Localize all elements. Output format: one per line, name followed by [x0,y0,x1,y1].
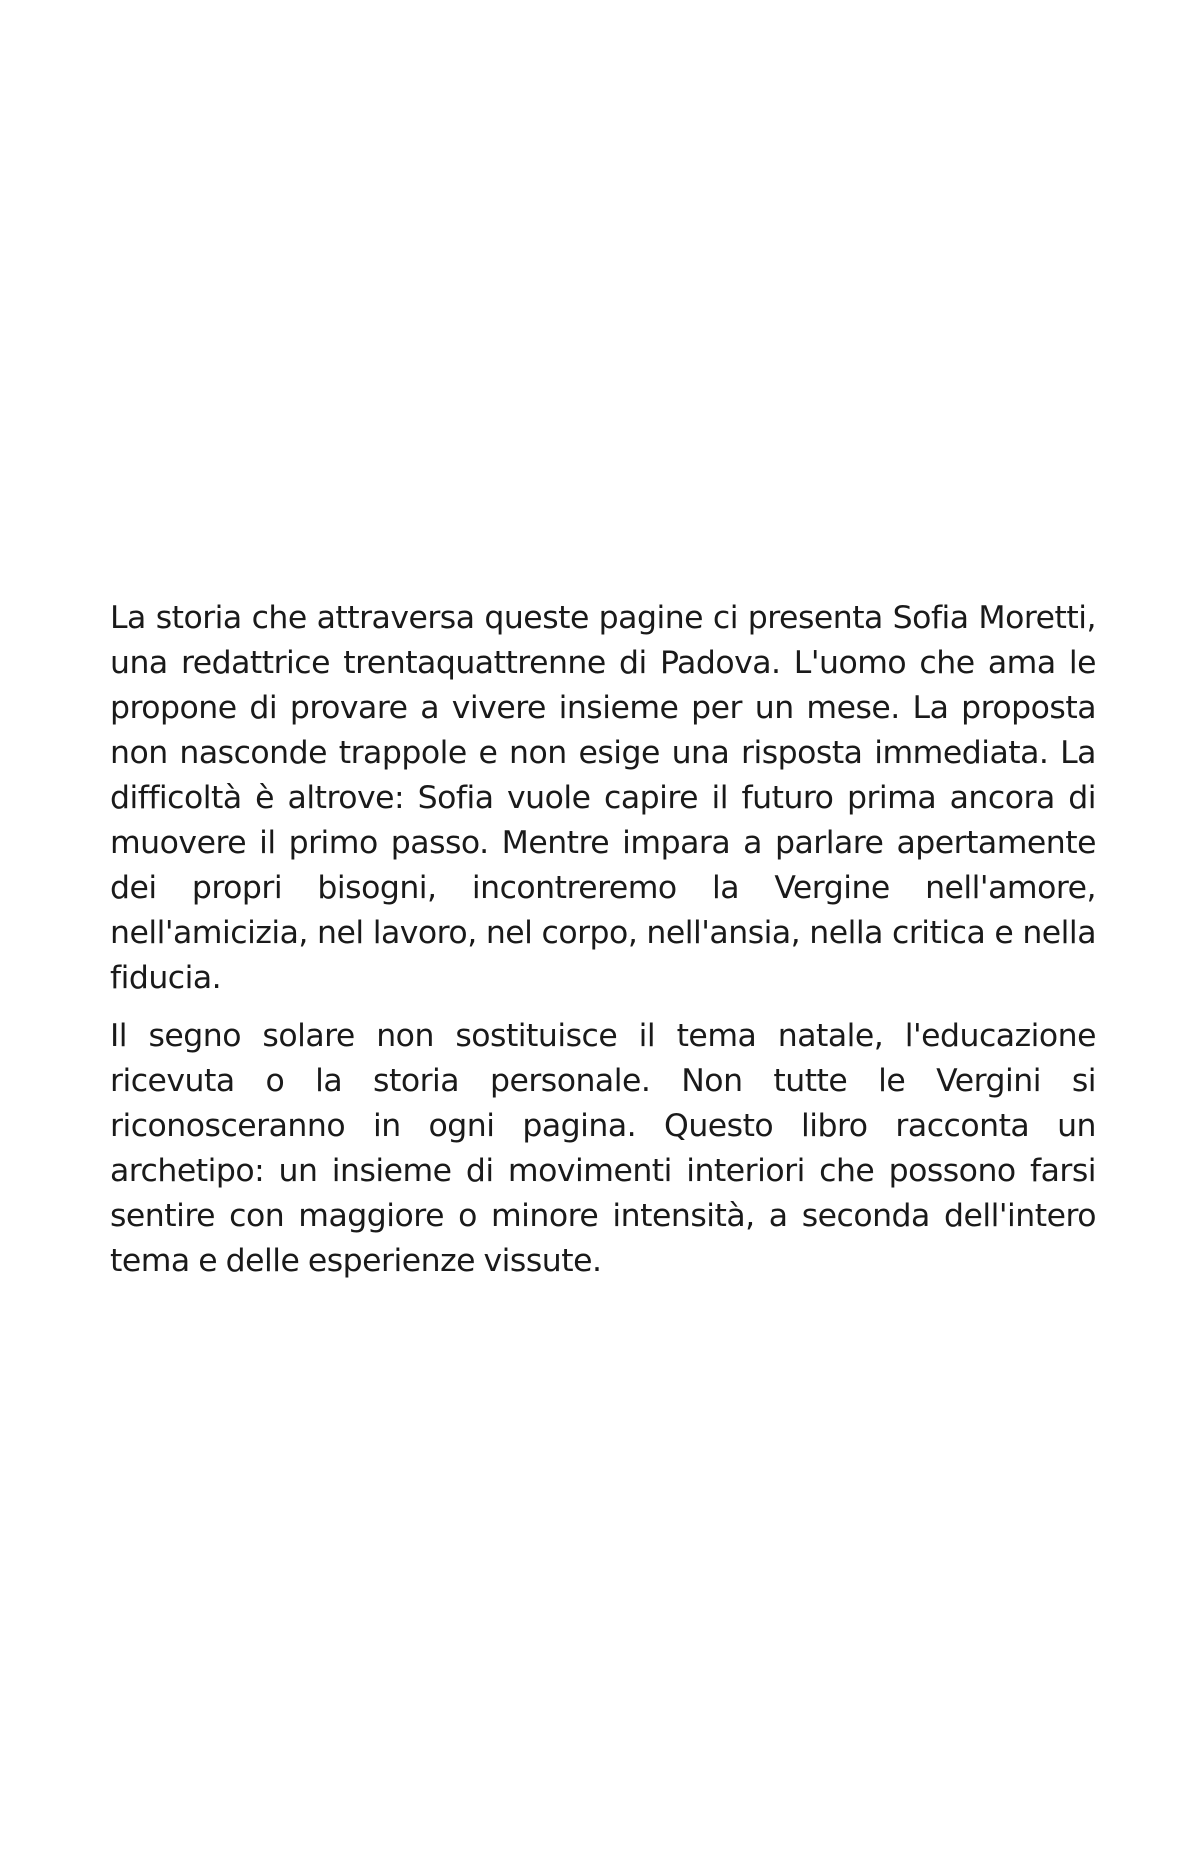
paragraph-1: La storia che attraversa queste pagine ci presenta Sofia Moretti, una redattrice trentaquattrenne di Padova. L'uomo che ama le propone di provare a vivere insieme per un mese. La proposta non nasconde trappole e non esige una risposta immediata. La difficoltà è altrove: Sofia vuole capire il futuro prima ancora di muovere il primo passo. Mentre impara a parlare apertamente dei propri bisogni, incontreremo la Vergine nell'amore, nell'amicizia, nel lavoro, nel corpo, nell'ansia, nella critica e nella fiducia. [110,600,1096,996]
body-text [110,596,1096,1284]
paragraph-2: Il segno solare non sostituisce il tema natale, l'educazione ricevuta o la storia personale. Non tutte le Vergini si riconosceranno in ogni pagina. Questo libro racconta un archetipo: un insieme di movimenti interiori che possono farsi sentire con maggiore o minore intensità, a seconda dell'intero tema e delle esperienze vissute. [110,1018,1096,1279]
